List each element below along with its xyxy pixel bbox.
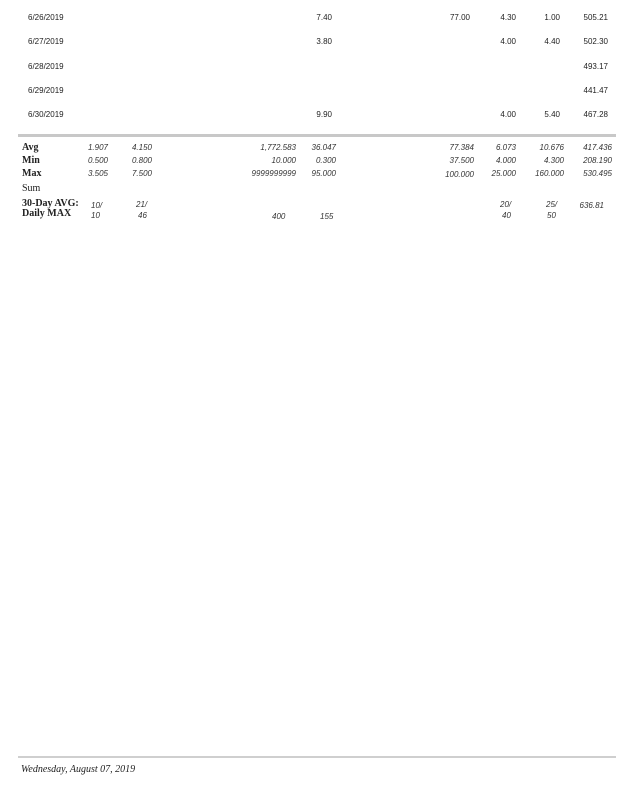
row-value: 4.00 [500, 37, 516, 46]
row-value: 441.47 [583, 86, 608, 95]
row-value: 1.00 [544, 13, 560, 22]
summary-value: 25/ [546, 200, 558, 209]
summary-value: 636.81 [579, 201, 604, 210]
row-value: 493.17 [583, 62, 608, 71]
summary-value: 10/ [91, 201, 103, 210]
row-value: 77.00 [449, 13, 470, 22]
summary-value: 10.676 [539, 143, 564, 152]
row-date: 6/27/2019 [28, 37, 64, 46]
summary-value: 0.800 [131, 156, 152, 165]
summary-value: 160.000 [535, 169, 564, 178]
summary-value: 4.150 [131, 143, 152, 152]
row-value: 3.80 [316, 37, 332, 46]
summary-value: 25.000 [491, 169, 516, 178]
row-date: 6/30/2019 [28, 110, 64, 119]
summary-value: 208.190 [583, 156, 612, 165]
row-date: 6/28/2019 [28, 62, 64, 71]
summary-value: 36.047 [311, 143, 336, 152]
summary-value: 77.384 [449, 143, 474, 152]
row-date: 6/29/2019 [28, 86, 64, 95]
summary-label: Sum [22, 183, 41, 194]
summary-value: 40 [502, 211, 511, 220]
row-value: 9.90 [316, 110, 332, 119]
summary-value: 400 [272, 212, 286, 221]
footer-divider [18, 756, 616, 758]
row-value: 505.21 [583, 13, 608, 22]
summary-value: 530.495 [583, 169, 612, 178]
row-value: 4.40 [544, 37, 560, 46]
footer-date: Wednesday, August 07, 2019 [21, 764, 136, 775]
summary-value: 21/ [136, 200, 148, 209]
summary-value: 10.000 [271, 156, 296, 165]
summary-value: 37.500 [449, 156, 474, 165]
summary-value: 46 [138, 211, 147, 220]
summary-value: 0.300 [315, 156, 336, 165]
summary-label: Max [22, 168, 42, 179]
row-value: 467.28 [583, 110, 608, 119]
summary-label: Avg [22, 142, 39, 153]
summary-value: 95.000 [311, 169, 336, 178]
row-value: 5.40 [544, 110, 560, 119]
row-value: 502.30 [583, 37, 608, 46]
summary-value: 10 [91, 211, 100, 220]
row-value: 4.30 [500, 13, 516, 22]
summary-value: 4.000 [495, 156, 516, 165]
summary-value: 1,772.583 [260, 143, 296, 152]
summary-value: 9999999999 [251, 169, 296, 178]
summary-value: 20/ [500, 200, 512, 209]
summary-value: 3.505 [87, 169, 108, 178]
summary-label: Min [22, 155, 40, 166]
summary-value: 4.300 [543, 156, 564, 165]
summary-value: 417.436 [583, 143, 612, 152]
summary-value: 1.907 [87, 143, 108, 152]
summary-divider [18, 134, 616, 137]
summary-value: 7.500 [131, 169, 152, 178]
summary-value: 155 [320, 212, 334, 221]
row-value: 4.00 [500, 110, 516, 119]
summary-label: Daily MAX [22, 208, 72, 219]
summary-value: 50 [547, 211, 556, 220]
row-date: 6/26/2019 [28, 13, 64, 22]
summary-value: 6.073 [495, 143, 516, 152]
summary-value: 100.000 [445, 170, 474, 179]
summary-label: 30-Day AVG: [22, 198, 79, 209]
summary-value: 0.500 [87, 156, 108, 165]
row-value: 7.40 [316, 13, 332, 22]
